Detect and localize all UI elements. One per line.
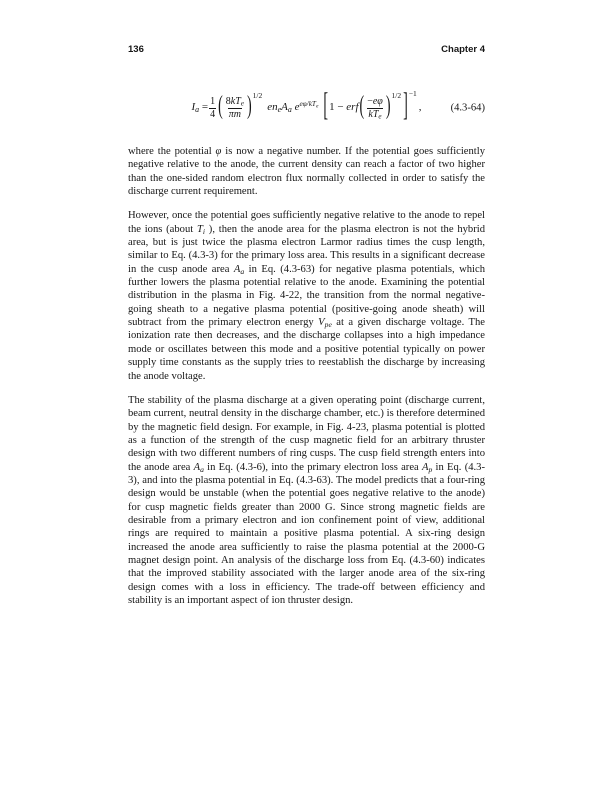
equation-middle-terms: eneAa $e^{e\varphi/kTe}$ xyxy=(267,99,319,114)
open-paren: ( xyxy=(218,92,223,122)
erf-argument-denominator: kTe xyxy=(368,108,382,121)
erf-argument-numerator: −eφ xyxy=(367,96,383,108)
erf-term: 1 − erf xyxy=(329,101,359,114)
coefficient-numerator: 1 xyxy=(210,96,216,108)
thermal-speed-denominator: πm xyxy=(228,108,241,120)
thermal-speed-fraction xyxy=(225,96,245,119)
open-bracket: [ xyxy=(323,89,329,125)
erf-open-paren: ( xyxy=(359,92,365,122)
erf-argument-fraction xyxy=(366,96,384,119)
chapter-label: Chapter 4 xyxy=(441,44,485,55)
coefficient-fraction xyxy=(209,96,216,119)
page-number: 136 xyxy=(128,44,144,55)
equation xyxy=(191,89,422,125)
page-header xyxy=(128,44,485,55)
paragraph-1: where the potential φ is now a negative number. If the potential goes sufficiently negative relative to the anode, the current density can reach a factor of two higher than the one-sided random electron flux normally collected in order to satisfy the discharge current requirement. xyxy=(128,146,485,198)
thermal-speed-numerator: 8kTe xyxy=(225,96,244,109)
equation-block xyxy=(128,80,485,136)
exponent-half: 1/2 xyxy=(252,91,263,101)
paragraph-2: However, once the potential goes sufficiently negative relative to the anode to repel the ions (about Ti ), then the anode area for the plasma electron is not the hybrid area, but is just twice the plasma electron Larmor radius times the cusp length, similar to Eq. (4.3-3) for the primary loss area. This results in a significant decrease in the cusp anode area Aa in Eq. (4.3-63) for negative plasma potentials, which further lowers the plasma potential relative to the anode. Examining the potential distribution in the plasma in Fig. 4-22, the transition from the normal negative-going sheath to a negative plasma potential (positive-going anode sheath) will subtract from the primary electron energy Vpe at a given discharge voltage. The ionization rate then decreases, and the discharge collapses into a high impedance mode or oscillates between this mode and a positive potential typically on power supply time constants as the supply tries to reestablish the discharge by increasing the anode voltage. xyxy=(128,210,485,382)
bracket-exponent-neg-one: −1 xyxy=(408,89,417,99)
erf-close-paren: ) xyxy=(385,92,391,122)
paragraph-3: The stability of the plasma discharge at a given operating point (discharge current, beam current, neutral density in the discharge chamber, etc.) is therefore determined by the magnetic field design. For example, in Fig. 4-23, plasma potential is plotted as a function of the strength of the cusp magnetic field for an arbitrary thruster design with two different numbers of ring cusps. The cusp field strength enters into the anode area Aa in Eq. (4.3-6), into the primary electron loss area Ap in Eq. (4.3-3), and into the plasma potential in Eq. (4.3-63). The model predicts that a four-ring design would be unstable (when the potential goes negative relative to the anode) for cusp magnetic fields greater than 2000 G. Since strong magnetic fields are desirable from a primary electron and ion confinement point of view, additional rings are required to maintain a positive plasma potential. A six-ring design increased the anode area sufficiently to raise the plasma potential at the 2000-G magnet design point. An analysis of the discharge loss from Eq. (4.3-60) indicates that the improved stability associated with the larger anode area of the six-ring design comes with a loss in efficiency. The trade-off between efficiency and stability is an important aspect of ion thruster design. xyxy=(128,394,485,606)
equation-lhs: Ia = xyxy=(191,101,209,114)
equation-number: (4.3-64) xyxy=(450,102,485,114)
coefficient-denominator: 4 xyxy=(210,108,216,120)
close-paren: ) xyxy=(246,92,252,122)
page-content xyxy=(128,74,485,607)
close-bracket: ] xyxy=(403,89,408,125)
erf-exponent-half: 1/2 xyxy=(391,91,402,101)
equation-comma: , xyxy=(418,101,422,114)
